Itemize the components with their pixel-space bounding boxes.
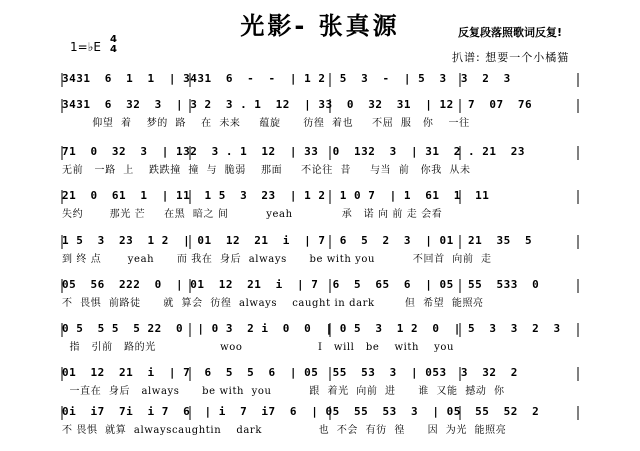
score-row — [0, 322, 640, 352]
lyric-line: 一直在 身后 always be with you 跟 着光 向前 进 谁 又能 撼动 你 — [62, 386, 505, 397]
lyric-line: 不 畏惧 就算 alwayscaughtin dark 也 不会 有彷 徨 因 为光 能照亮 — [62, 425, 507, 436]
lyric-line: 仰望 着 梦的 路 在 未来 蕴旋 彷徨 着也 不屈 服 你 一往 — [62, 118, 470, 129]
score-row — [0, 189, 640, 219]
lyric-line: 指 引前 路的光 woo I will be with you — [62, 342, 455, 353]
notation-line: 21 0 61 1 | 11 1 5 3 23 | 1 2 1 0 7 | 1 61 1 11 — [62, 189, 490, 202]
meter-top: 4 — [110, 34, 117, 45]
notation-line: 3431 6 32 3 | 3 2 3 . 1 12 | 33 0 32 31 | 12 7 07 76 — [62, 98, 533, 111]
score-row — [0, 366, 640, 396]
notation-line: 05 56 222 0 | 01 12 21 i | 7 6 5 65 6 | 05 55 533 0 — [62, 278, 540, 291]
song-title: 光影- 张真源 — [240, 12, 400, 40]
score-row — [0, 278, 640, 308]
notation-line: 0i i7 7i i 7 6 | i 7 i7 6 | 05 55 53 3 | 05 55 52 2 — [62, 405, 540, 418]
score-row — [0, 405, 640, 435]
repeat-note: 反复段落照歌词反复! — [458, 26, 563, 39]
lyric-line: 到 终 点 yeah 而 我在 身后 always be with you 不回首 向前 走 — [62, 254, 492, 265]
meter-bottom: 4 — [110, 44, 117, 55]
notation-line: 01 12 21 i | 7 6 5 5 6 | 05 55 53 3 | 053 3 32 2 — [62, 366, 518, 379]
time-signature — [110, 35, 117, 55]
score-row — [0, 98, 640, 128]
lyric-line: 不 畏惧 前路徒 就 算会 彷徨 always caught in dark 但 希望 能照亮 — [62, 298, 484, 309]
lyric-line: 失约 那光 芒 在黑 暗之 间 yeah 承 诺 向 前 走 会看 — [62, 209, 443, 220]
score-row — [0, 145, 640, 175]
lyric-line: 无前 一路 上 跌跌撞 撞 与 脆弱 那面 不论往 昔 与当 前 你我 从未 — [62, 165, 471, 176]
transcriber-credit: 扒谱: 想要一个小橘猫 — [452, 51, 570, 64]
notation-line: 71 0 32 3 | 132 3 . 1 12 | 33 0 132 3 | 31 2 . 21 23 — [62, 145, 525, 158]
key-signature: 1=♭E — [70, 40, 101, 54]
notation-line: 0 5 5 5 5 22 0 | 0 3 2 i 0 0 | 0 5 3 1 2 0 | 5 3 3 2 3 — [62, 322, 561, 335]
notation-line: 1 5 3 23 1 2 | 01 12 21 i | 7 6 5 2 3 | 01 21 35 5 — [62, 234, 533, 247]
notation-line: 3431 6 1 1 | 3431 6 - - | 1 2 5 3 - | 5 3 3 2 3 — [62, 72, 511, 85]
score-row — [0, 234, 640, 264]
